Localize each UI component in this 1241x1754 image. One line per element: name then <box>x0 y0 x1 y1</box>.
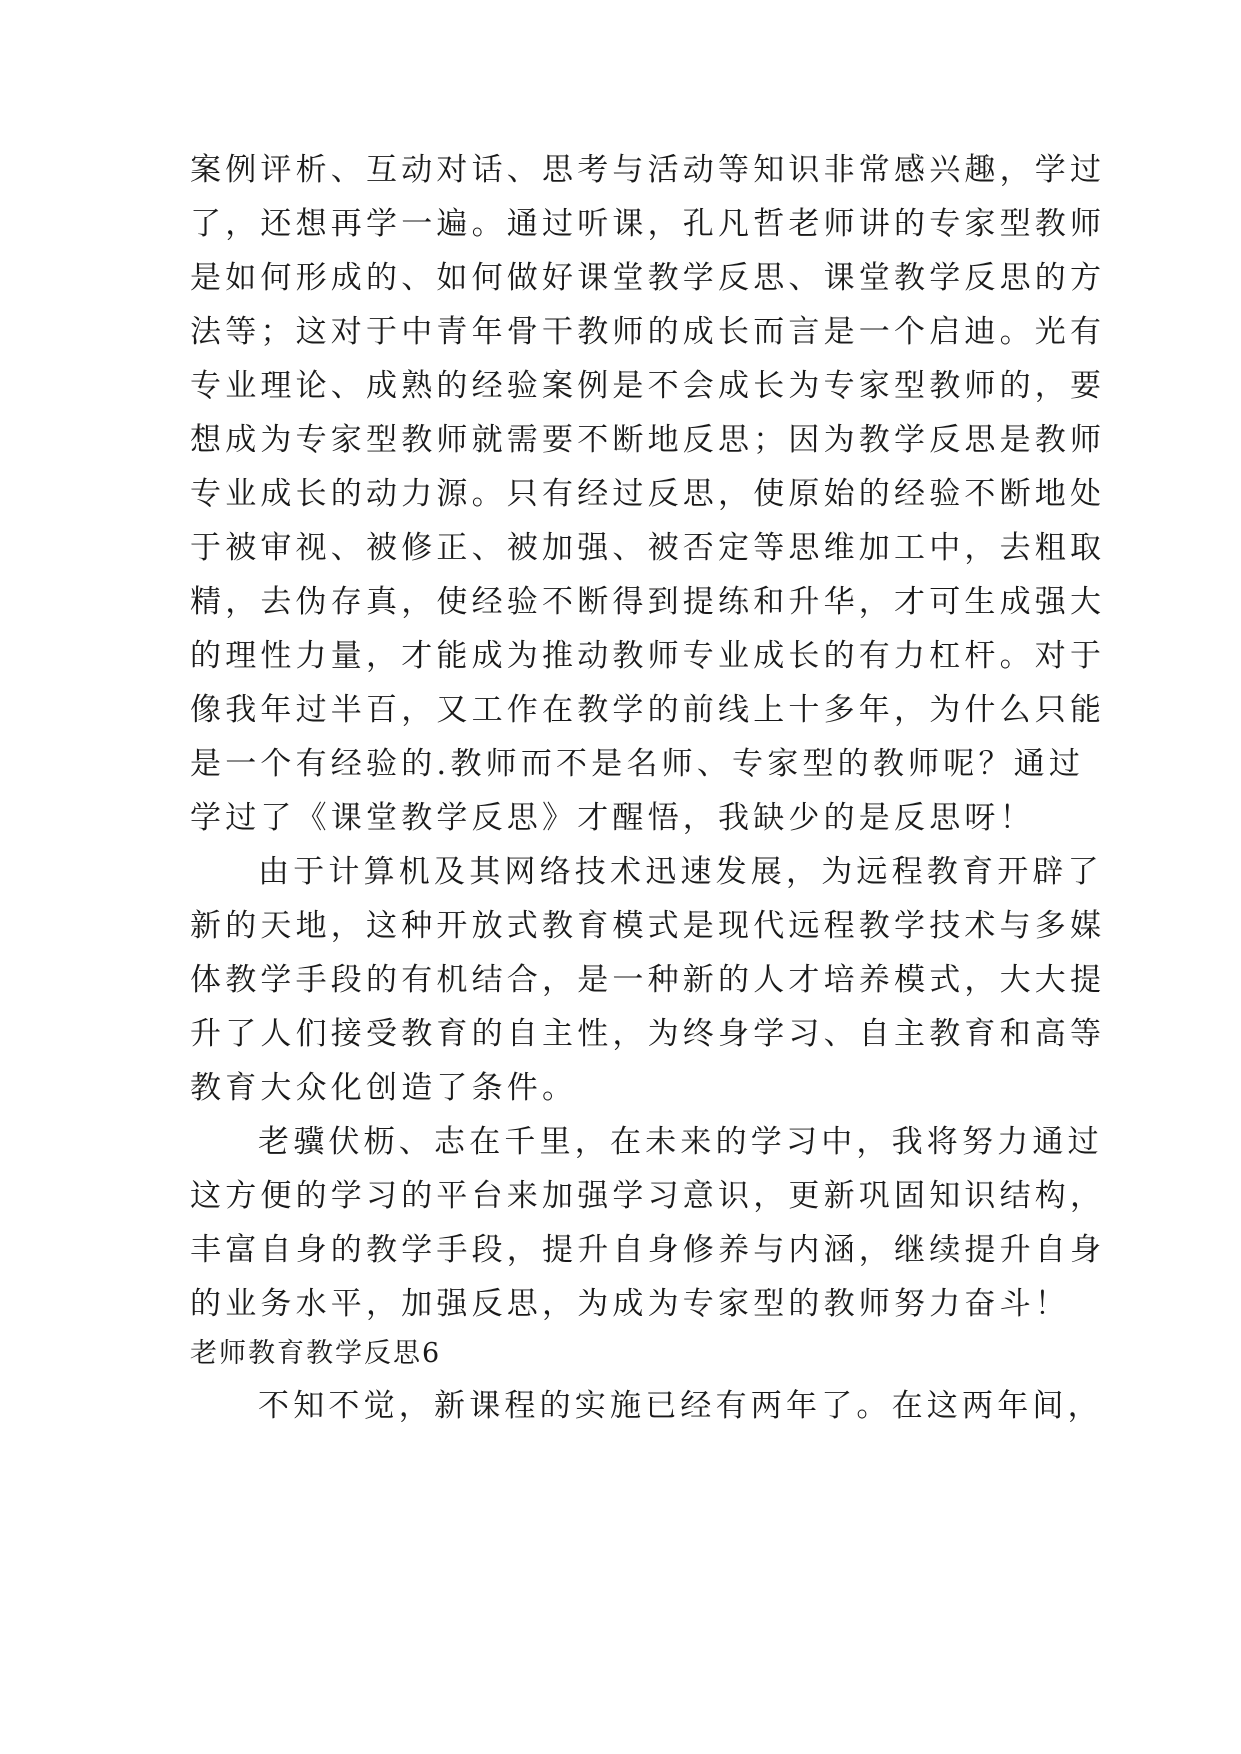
text-line-13: 学过了《课堂教学反思》才醒悟，我缺少的是反思呀！ <box>190 800 1035 836</box>
text-line-20: 这方便的学习的平台来加强学习意识，更新巩固知识结构， <box>190 1178 1106 1214</box>
text-line-9: 精，去伪存真，使经验不断得到提练和升华，才可生成强大 <box>190 584 1106 620</box>
text-line-7: 专业成长的动力源。只有经过反思，使原始的经验不断地处 <box>190 476 1106 512</box>
text-line-1: 案例评析、互动对话、思考与活动等知识非常感兴趣，学过 <box>190 152 1106 188</box>
text-line-5: 专业理论、成熟的经验案例是不会成长为专家型教师的，要 <box>190 368 1106 404</box>
text-line-8: 于被审视、被修正、被加强、被否定等思维加工中，去粗取 <box>190 530 1106 566</box>
text-line-11: 像我年过半百，又工作在教学的前线上十多年，为什么只能 <box>190 692 1106 728</box>
text-line-17: 升了人们接受教育的自主性，为终身学习、自主教育和高等 <box>190 1016 1106 1052</box>
text-line-18: 教育大众化创造了条件。 <box>190 1070 578 1106</box>
text-line-6: 想成为专家型教师就需要不断地反思；因为教学反思是教师 <box>190 422 1106 458</box>
text-line-10: 的理性力量，才能成为推动教师专业成长的有力杠杆。对于 <box>190 638 1106 674</box>
text-line-3: 是如何形成的、如何做好课堂教学反思、课堂教学反思的方 <box>190 260 1106 296</box>
text-line-16: 体教学手段的有机结合，是一种新的人才培养模式，大大提 <box>190 962 1106 998</box>
text-line-14: 由于计算机及其网络技术迅速发展，为远程教育开辟了 <box>258 854 1103 890</box>
text-line-12: 是一个有经验的.教师而不是名师、专家型的教师呢？通过 <box>190 746 1085 782</box>
text-line-24: 不知不觉，新课程的实施已经有两年了。在这两年间， <box>258 1388 1103 1424</box>
text-line-19: 老骥伏枥、志在千里，在未来的学习中，我将努力通过 <box>258 1124 1103 1160</box>
text-line-22: 的业务水平，加强反思，为成为专家型的教师努力奋斗！ <box>190 1286 1070 1322</box>
text-line-15: 新的天地，这种开放式教育模式是现代远程教学技术与多媒 <box>190 908 1106 944</box>
text-line-4: 法等；这对于中青年骨干教师的成长而言是一个启迪。光有 <box>190 314 1106 350</box>
text-line-2: 了，还想再学一遍。通过听课，孔凡哲老师讲的专家型教师 <box>190 206 1106 242</box>
section-heading: 老师教育教学反思6 <box>190 1338 442 1369</box>
text-line-21: 丰富自身的教学手段，提升自身修养与内涵，继续提升自身 <box>190 1232 1106 1268</box>
